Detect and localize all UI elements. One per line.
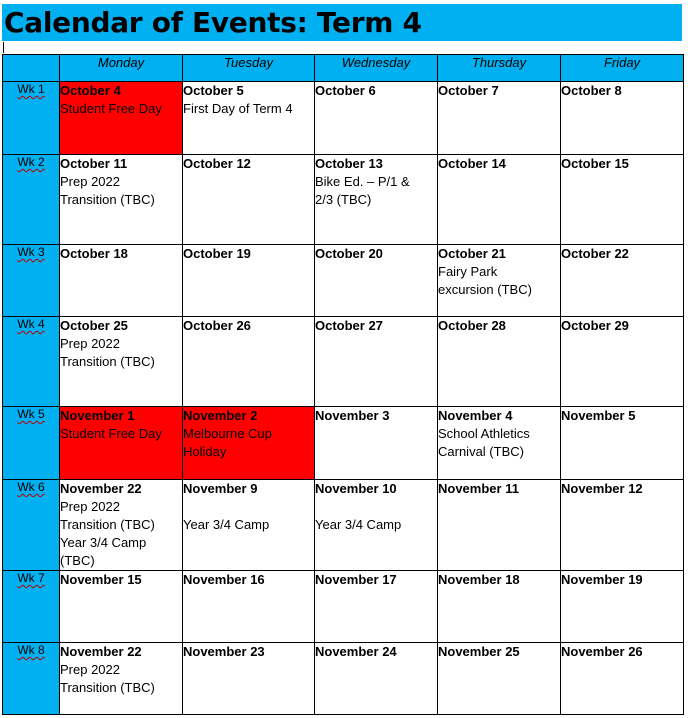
day-cell [561, 82, 684, 155]
text-cursor [3, 42, 4, 53]
week-label: Wk 7 [17, 571, 45, 585]
day-cell [183, 407, 315, 480]
day-event: Prep 2022 Transition (TBC) [60, 662, 155, 695]
day-event: School Athletics Carnival (TBC) [438, 426, 530, 459]
day-date: November 19 [561, 572, 643, 587]
week-label: Wk 5 [17, 407, 45, 421]
day-cell [561, 155, 684, 245]
day-cell [561, 643, 684, 715]
day-cell [183, 643, 315, 715]
day-date: October 15 [561, 156, 629, 171]
day-cell [183, 245, 315, 317]
day-date: October 13 [315, 156, 383, 171]
day-cell [183, 82, 315, 155]
day-cell [438, 245, 561, 317]
day-date: October 28 [438, 318, 506, 333]
table-row [3, 571, 684, 643]
day-date: October 22 [561, 246, 629, 261]
day-date: November 9 [183, 481, 258, 496]
day-cell [561, 245, 684, 317]
day-cell [561, 480, 684, 571]
day-date: November 3 [315, 408, 390, 423]
day-date: November 10 [315, 481, 397, 496]
day-cell [561, 407, 684, 480]
week-label-cell [3, 317, 60, 407]
day-cell [183, 480, 315, 571]
day-date: October 19 [183, 246, 251, 261]
day-date: October 27 [315, 318, 383, 333]
day-event: Melbourne Cup Holiday [183, 426, 272, 459]
page-title: Calendar of Events: Term 4 [4, 6, 422, 39]
table-row [3, 317, 684, 407]
day-cell [60, 407, 183, 480]
day-header-wednesday: Wednesday [315, 55, 438, 82]
day-event: Fairy Park excursion (TBC) [438, 264, 532, 297]
day-date: November 5 [561, 408, 636, 423]
day-cell [60, 245, 183, 317]
day-date: November 11 [438, 481, 519, 496]
week-label-cell [3, 571, 60, 643]
day-cell [60, 317, 183, 407]
day-cell [60, 155, 183, 245]
day-date: October 25 [60, 318, 128, 333]
day-date: October 18 [60, 246, 128, 261]
day-date: October 29 [561, 318, 629, 333]
table-row [3, 643, 684, 715]
day-cell [315, 407, 438, 480]
day-header-monday: Monday [60, 55, 183, 82]
next-row-edge [2, 714, 683, 718]
week-label-cell [3, 82, 60, 155]
day-cell [315, 643, 438, 715]
week-label: Wk 8 [17, 643, 45, 657]
corner-cell [3, 55, 60, 82]
week-label-cell [3, 155, 60, 245]
day-date: November 12 [561, 481, 643, 496]
day-cell [561, 571, 684, 643]
calendar-table [2, 54, 684, 715]
day-date: October 20 [315, 246, 383, 261]
day-cell [438, 643, 561, 715]
day-date: November 23 [183, 644, 265, 659]
day-event: Year 3/4 Camp [315, 517, 402, 532]
day-header-friday: Friday [561, 55, 684, 82]
day-cell [561, 317, 684, 407]
day-date: November 17 [315, 572, 397, 587]
day-event: Prep 2022 Transition (TBC) [60, 174, 155, 207]
table-row [3, 480, 684, 571]
week-label: Wk 2 [17, 155, 45, 169]
day-date: October 8 [561, 83, 622, 98]
calendar-body [3, 82, 684, 715]
day-cell [315, 245, 438, 317]
day-date: November 22 [60, 644, 142, 659]
day-event: Prep 2022 Transition (TBC) [60, 336, 155, 369]
day-date: October 21 [438, 246, 506, 261]
day-date: October 5 [183, 83, 244, 98]
day-cell [315, 571, 438, 643]
day-event: Student Free Day [60, 101, 162, 116]
day-cell [183, 571, 315, 643]
week-label-cell [3, 480, 60, 571]
day-date: November 22 [60, 481, 142, 496]
day-cell [438, 407, 561, 480]
week-label-cell [3, 407, 60, 480]
day-event: Bike Ed. – P/1 & 2/3 (TBC) [315, 174, 410, 207]
day-date: November 26 [561, 644, 643, 659]
table-row [3, 82, 684, 155]
week-label: Wk 6 [17, 480, 45, 494]
day-cell [315, 480, 438, 571]
day-date: October 4 [60, 83, 121, 98]
day-date: November 15 [60, 572, 142, 587]
day-cell [183, 155, 315, 245]
day-cell [438, 155, 561, 245]
day-date: November 2 [183, 408, 258, 423]
day-header-tuesday: Tuesday [183, 55, 315, 82]
table-row [3, 245, 684, 317]
day-cell [315, 82, 438, 155]
day-header-thursday: Thursday [438, 55, 561, 82]
week-label-cell [3, 245, 60, 317]
week-label-cell [3, 643, 60, 715]
week-label: Wk 1 [17, 82, 45, 96]
day-event: Student Free Day [60, 426, 162, 441]
day-cell [315, 155, 438, 245]
day-date: November 4 [438, 408, 513, 423]
table-row [3, 407, 684, 480]
day-cell [60, 82, 183, 155]
day-date: October 6 [315, 83, 376, 98]
day-date: October 7 [438, 83, 499, 98]
day-cell [438, 82, 561, 155]
day-cell [60, 643, 183, 715]
day-date: November 16 [183, 572, 265, 587]
week-label: Wk 4 [17, 317, 45, 331]
day-cell [183, 317, 315, 407]
week-label: Wk 3 [17, 245, 45, 259]
day-event: Prep 2022 Transition (TBC) Year 3/4 Camp (TBC) [60, 499, 155, 568]
header-row [3, 55, 684, 82]
day-cell [438, 571, 561, 643]
day-date: October 12 [183, 156, 251, 171]
table-row [3, 155, 684, 245]
day-cell [438, 317, 561, 407]
day-cell [60, 480, 183, 571]
day-cell [315, 317, 438, 407]
day-date: October 11 [60, 156, 128, 171]
day-date: November 1 [60, 408, 135, 423]
day-event: First Day of Term 4 [183, 101, 293, 116]
day-date: October 14 [438, 156, 506, 171]
day-cell [60, 571, 183, 643]
day-date: November 24 [315, 644, 397, 659]
day-cell [438, 480, 561, 571]
title-bar [2, 4, 682, 41]
day-event: Year 3/4 Camp [183, 517, 270, 532]
day-date: October 26 [183, 318, 251, 333]
day-date: November 18 [438, 572, 520, 587]
day-date: November 25 [438, 644, 520, 659]
